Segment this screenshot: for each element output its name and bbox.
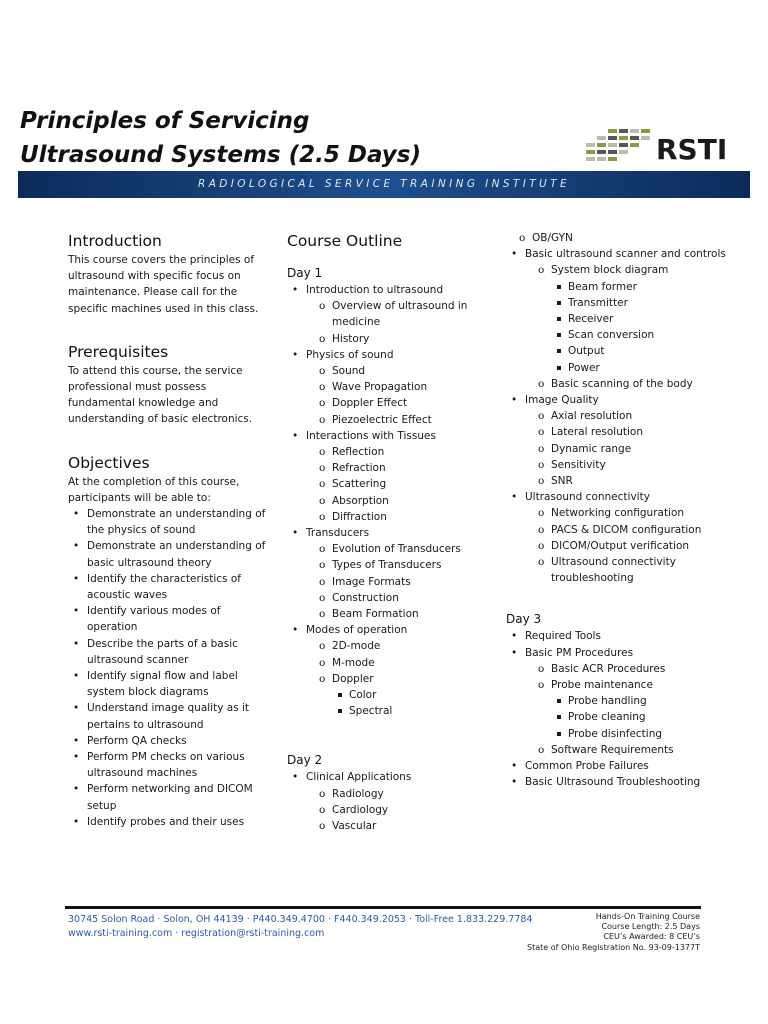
sub-sub-list-item: Power — [525, 360, 731, 376]
sub-list-item: o Networking configuration — [525, 505, 731, 521]
page-title-line-2: Ultrasound Systems (2.5 Days) — [20, 142, 421, 168]
list-item: • Ultrasound connectivity o Networking configuration o PACS & DICOM configuration o DICOM/Output verification o Ultrasound connectivity troubleshooting — [506, 489, 731, 586]
sub-list-item: o Beam Formation — [306, 606, 492, 622]
sub-list-item: o Software Requirements — [525, 742, 731, 758]
middle-column — [287, 230, 492, 834]
sub-list-item: o Cardiology — [306, 802, 492, 818]
sub-sub-list-item: Spectral — [306, 703, 492, 719]
rsti-logo — [586, 125, 746, 165]
day-3-heading: Day 3 — [506, 612, 542, 627]
day-2-heading: Day 2 — [287, 753, 323, 768]
sub-list-item: o Construction — [306, 590, 492, 606]
day-1-heading: Day 1 — [287, 266, 323, 280]
sub-list-item: o Absorption — [306, 493, 492, 509]
sub-list-item: o Probe maintenance Probe handling Probe cleaning Probe disinfecting — [525, 677, 731, 742]
sub-list-item: o Image Formats — [306, 574, 492, 590]
prerequisites-heading: Prerequisites — [68, 342, 169, 361]
objectives-list — [68, 506, 268, 830]
right-column — [506, 230, 731, 791]
sub-list-item: o DICOM/Output verification — [525, 538, 731, 554]
sub-list-item: o Piezoelectric Effect — [306, 412, 492, 428]
footer-web-link[interactable]: www.rsti-training.com · registration@rsti-training.com — [68, 927, 325, 939]
introduction-text: This course covers the principles of ultrasound with specific focus on maintenance. Please call for the specific machines used in this class. — [68, 254, 259, 315]
sub-list-item: o OB/GYN — [506, 230, 731, 246]
sub-list-item: o Diffraction — [306, 509, 492, 525]
sub-list-item: o PACS & DICOM configuration — [525, 522, 731, 538]
sub-list-item: o Refraction — [306, 460, 492, 476]
list-item: • Modes of operation o 2D-mode o M-mode o Doppler Color Spectral — [287, 622, 492, 719]
objectives-intro: At the completion of this course, participants will be able to: — [68, 475, 240, 504]
list-item: • Perform QA checks — [68, 733, 268, 749]
sub-list-item: o Basic ACR Procedures — [525, 661, 731, 677]
footer-contact — [68, 913, 532, 940]
sub-list-item: o SNR — [525, 473, 731, 489]
sub-list-item: o Sound — [306, 363, 492, 379]
sub-sub-list-item: Beam former — [525, 279, 731, 295]
sub-list-item: o Evolution of Transducers — [306, 541, 492, 557]
sub-list-item: o History — [306, 331, 492, 347]
list-item: • Basic PM Procedures o Basic ACR Procedures o Probe maintenance Probe handling Probe cleaning Probe disinfecting o Software Requirements — [506, 645, 731, 758]
list-item: • Image Quality o Axial resolution o Lateral resolution o Dynamic range o Sensitivity o SNR — [506, 392, 731, 489]
list-item: • Identify the characteristics of acoustic waves — [68, 571, 268, 603]
sub-sub-list-item: Probe disinfecting — [525, 726, 731, 742]
list-item: • Demonstrate an understanding of the physics of sound — [68, 506, 268, 538]
objectives-heading: Objectives — [68, 453, 150, 472]
sub-list-item: o Scattering — [306, 476, 492, 492]
sub-list-item: o Vascular — [306, 818, 492, 834]
list-item: • Identify probes and their uses — [68, 814, 268, 830]
sub-sub-list-item: Probe handling — [525, 693, 731, 709]
day-2-list — [287, 769, 492, 834]
introduction-heading: Introduction — [68, 232, 162, 250]
list-item: • Identify various modes of operation — [68, 603, 268, 635]
title-block — [20, 104, 421, 172]
sub-list-item: o M-mode — [306, 655, 492, 671]
left-column — [68, 230, 268, 830]
list-item: • Describe the parts of a basic ultrasound scanner — [68, 636, 268, 668]
list-item: • Perform PM checks on various ultrasound machines — [68, 749, 268, 781]
list-item: • Basic Ultrasound Troubleshooting — [506, 774, 731, 790]
list-item: • Identify signal flow and label system block diagrams — [68, 668, 268, 700]
list-item: • Perform networking and DICOM setup — [68, 781, 268, 813]
sub-list-item: o Axial resolution — [525, 408, 731, 424]
day-2-continued-subs — [506, 230, 731, 246]
prerequisites-text: To attend this course, the service professional must possess fundamental knowledge and understanding of basic electronics. — [68, 364, 253, 426]
sub-sub-list-item: Probe cleaning — [525, 709, 731, 725]
sub-list-item: o Doppler Effect — [306, 395, 492, 411]
ceus-awarded: CEU’s Awarded: 8 CEU’s — [603, 932, 700, 942]
list-item: • Transducers o Evolution of Transducers o Types of Transducers o Image Formats o Construction o Beam Formation — [287, 525, 492, 622]
sub-sub-list-item: Output — [525, 343, 731, 359]
sub-sub-list-item: Color — [306, 687, 492, 703]
list-item: • Clinical Applications o Radiology o Cardiology o Vascular — [287, 769, 492, 834]
sub-list-item: o Doppler Color Spectral — [306, 671, 492, 720]
list-item: • Demonstrate an understanding of basic ultrasound theory — [68, 538, 268, 570]
sub-list-item: o Sensitivity — [525, 457, 731, 473]
sub-sub-list-item: Scan conversion — [525, 327, 731, 343]
sub-list-item: o Radiology — [306, 786, 492, 802]
sub-list-item: o 2D-mode — [306, 638, 492, 654]
course-type: Hands-On Training Course — [595, 912, 700, 921]
sub-list-item: o Basic scanning of the body — [525, 376, 731, 392]
sub-list-item: o Types of Transducers — [306, 557, 492, 573]
state-registration: State of Ohio Registration No. 93-09-1377T — [527, 942, 700, 952]
page-title-line-1: Principles of Servicing — [20, 108, 310, 134]
sub-sub-list-item: Receiver — [525, 311, 731, 327]
list-item: • Understand image quality as it pertains to ultrasound — [68, 700, 268, 732]
sub-list-item: o Overview of ultrasound in medicine — [306, 298, 492, 330]
footer-course-info — [527, 912, 700, 953]
institute-banner: RADIOLOGICAL SERVICE TRAINING INSTITUTE — [18, 171, 750, 198]
sub-list-item: o Lateral resolution — [525, 424, 731, 440]
logo-mark-icon — [586, 129, 650, 161]
list-item: • Interactions with Tissues o Reflection o Refraction o Scattering o Absorption o Diffraction — [287, 428, 492, 525]
course-outline-heading: Course Outline — [287, 232, 403, 250]
footer-address: 30745 Solon Road · Solon, OH 44139 · P440.349.4700 · F440.349.2053 · Toll-Free 1.833.229.7784 — [68, 914, 533, 925]
list-item: • Common Probe Failures — [506, 758, 731, 774]
sub-list-item: o System block diagram Beam former Transmitter Receiver Scan conversion Output Power — [525, 262, 731, 375]
list-item: • Required Tools — [506, 628, 731, 644]
logo-text: RSTI — [656, 133, 728, 165]
day-1-list — [287, 282, 492, 719]
day-3-list — [506, 628, 731, 790]
course-length: Course Length: 2.5 Days — [601, 922, 700, 932]
list-item: • Basic ultrasound scanner and controls o System block diagram Beam former Transmitter Receiver Scan conversion Output Power o Basic scanning of the body — [506, 246, 731, 392]
list-item: • Introduction to ultrasound o Overview of ultrasound in medicine o History — [287, 282, 492, 347]
footer-divider — [65, 906, 701, 909]
sub-list-item: o Dynamic range — [525, 441, 731, 457]
sub-sub-list-item: Transmitter — [525, 295, 731, 311]
sub-list-item: o Wave Propagation — [306, 379, 492, 395]
sub-list-item: o Ultrasound connectivity troubleshooting — [525, 554, 731, 586]
sub-list-item: o Reflection — [306, 444, 492, 460]
list-item: • Physics of sound o Sound o Wave Propagation o Doppler Effect o Piezoelectric Effect — [287, 347, 492, 428]
day-2-continued-list — [506, 246, 731, 586]
